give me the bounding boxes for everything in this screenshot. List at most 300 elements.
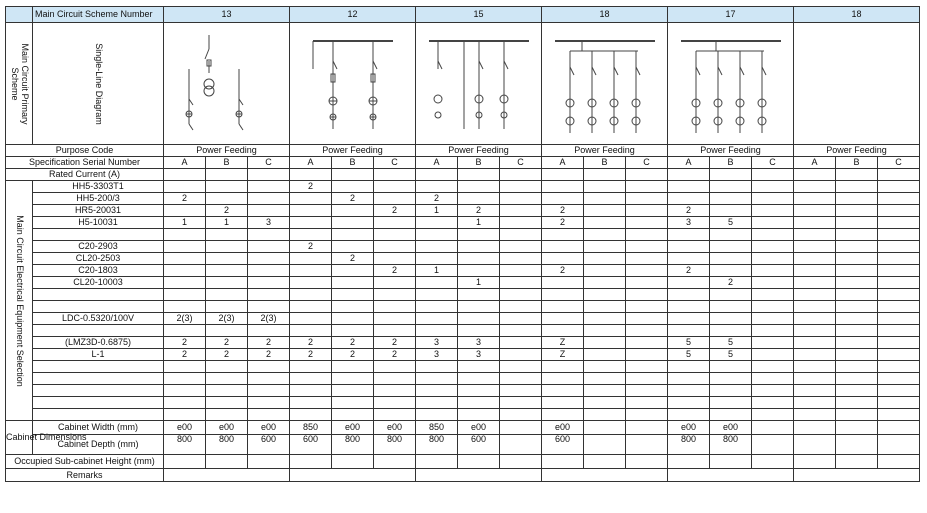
equipment-value bbox=[584, 409, 626, 421]
equipment-row bbox=[6, 265, 920, 277]
equipment-value: 2 bbox=[332, 349, 374, 361]
equipment-value bbox=[290, 397, 332, 409]
equipment-value bbox=[332, 181, 374, 193]
equipment-value bbox=[332, 241, 374, 253]
equipment-value bbox=[836, 205, 878, 217]
equipment-value bbox=[668, 277, 710, 289]
equipment-value: 1 bbox=[164, 217, 206, 229]
equipment-value: 2 bbox=[542, 265, 584, 277]
equipment-value: 5 bbox=[668, 337, 710, 349]
equipment-value bbox=[794, 373, 836, 385]
scheme-number: 17 bbox=[668, 7, 794, 23]
equipment-value bbox=[836, 385, 878, 397]
spec-letter: C bbox=[248, 157, 290, 169]
equipment-name bbox=[33, 397, 164, 409]
equipment-section-label: Main Circuit Electrical Equipment Selection bbox=[14, 214, 25, 387]
occupied-height-value bbox=[290, 455, 332, 469]
equipment-value bbox=[584, 253, 626, 265]
equipment-value bbox=[878, 313, 920, 325]
equipment-value bbox=[752, 301, 794, 313]
equipment-value bbox=[332, 265, 374, 277]
equipment-value bbox=[332, 385, 374, 397]
equipment-value bbox=[626, 181, 668, 193]
equipment-value bbox=[500, 325, 542, 337]
equipment-value bbox=[794, 265, 836, 277]
spec-letter: A bbox=[290, 157, 332, 169]
single-line-diagram-17 bbox=[676, 29, 786, 139]
equipment-value bbox=[500, 337, 542, 349]
purpose-value: Power Feeding bbox=[794, 145, 920, 157]
remarks-value bbox=[794, 469, 920, 482]
equipment-value bbox=[458, 373, 500, 385]
spec-letter: C bbox=[374, 157, 416, 169]
equipment-value: 2 bbox=[290, 241, 332, 253]
spec-letter: B bbox=[206, 157, 248, 169]
equipment-value bbox=[794, 301, 836, 313]
equipment-value bbox=[374, 229, 416, 241]
equipment-value bbox=[668, 385, 710, 397]
equipment-value bbox=[374, 409, 416, 421]
equipment-value bbox=[164, 397, 206, 409]
scheme-number: 15 bbox=[416, 7, 542, 23]
equipment-value bbox=[206, 301, 248, 313]
equipment-value bbox=[752, 325, 794, 337]
remarks-value bbox=[542, 469, 668, 482]
equipment-value bbox=[836, 241, 878, 253]
equipment-value bbox=[416, 313, 458, 325]
equipment-value bbox=[164, 301, 206, 313]
equipment-row bbox=[6, 217, 920, 229]
equipment-value bbox=[458, 229, 500, 241]
equipment-value bbox=[794, 277, 836, 289]
equipment-value bbox=[542, 253, 584, 265]
diagram-cell-12 bbox=[290, 23, 416, 145]
equipment-row bbox=[6, 205, 920, 217]
equipment-value bbox=[332, 277, 374, 289]
equipment-value bbox=[290, 361, 332, 373]
cabinet-depth-value: 800 bbox=[710, 435, 752, 455]
equipment-value bbox=[752, 181, 794, 193]
equipment-value bbox=[584, 361, 626, 373]
equipment-value bbox=[710, 397, 752, 409]
equipment-value: 2(3) bbox=[164, 313, 206, 325]
occupied-height-value bbox=[500, 455, 542, 469]
equipment-row bbox=[6, 361, 920, 373]
cabinet-depth-value bbox=[752, 435, 794, 455]
diagram-cell-17 bbox=[668, 23, 794, 145]
equipment-value bbox=[794, 361, 836, 373]
equipment-value: 3 bbox=[416, 337, 458, 349]
cabinet-width-row bbox=[6, 421, 920, 435]
equipment-value bbox=[248, 361, 290, 373]
equipment-value bbox=[374, 385, 416, 397]
equipment-value bbox=[752, 385, 794, 397]
equipment-value bbox=[458, 193, 500, 205]
equipment-value bbox=[290, 265, 332, 277]
equipment-row bbox=[6, 313, 920, 325]
equipment-value: 2 bbox=[374, 205, 416, 217]
primary-scheme-cell bbox=[6, 23, 33, 145]
equipment-value bbox=[542, 301, 584, 313]
cabinet-depth-value: 800 bbox=[332, 435, 374, 455]
equipment-value bbox=[626, 325, 668, 337]
cabinet-width-value bbox=[794, 421, 836, 435]
equipment-value bbox=[752, 409, 794, 421]
equipment-row bbox=[6, 253, 920, 265]
equipment-value bbox=[542, 313, 584, 325]
equipment-value bbox=[836, 409, 878, 421]
equipment-value bbox=[668, 301, 710, 313]
equipment-name: LDC-0.5320/100V bbox=[33, 313, 164, 325]
equipment-value bbox=[164, 181, 206, 193]
equipment-value bbox=[374, 289, 416, 301]
spec-letter: C bbox=[626, 157, 668, 169]
equipment-value bbox=[416, 181, 458, 193]
equipment-value bbox=[626, 373, 668, 385]
equipment-value bbox=[584, 181, 626, 193]
scheme-number: 18 bbox=[794, 7, 920, 23]
spec-letter: B bbox=[458, 157, 500, 169]
equipment-value bbox=[290, 301, 332, 313]
equipment-value bbox=[500, 409, 542, 421]
equipment-value bbox=[584, 385, 626, 397]
equipment-value bbox=[794, 193, 836, 205]
equipment-value bbox=[710, 373, 752, 385]
equipment-value bbox=[416, 373, 458, 385]
equipment-value bbox=[752, 265, 794, 277]
equipment-value bbox=[878, 397, 920, 409]
equipment-name: C20-1803 bbox=[33, 265, 164, 277]
equipment-value bbox=[458, 397, 500, 409]
equipment-row bbox=[6, 373, 920, 385]
occupied-height-value bbox=[458, 455, 500, 469]
cabinet-width-value: e00 bbox=[668, 421, 710, 435]
equipment-value bbox=[332, 313, 374, 325]
equipment-value bbox=[416, 361, 458, 373]
equipment-value bbox=[374, 373, 416, 385]
equipment-value bbox=[878, 409, 920, 421]
equipment-value bbox=[710, 253, 752, 265]
equipment-value bbox=[542, 361, 584, 373]
equipment-value: 3 bbox=[458, 337, 500, 349]
equipment-row bbox=[6, 193, 920, 205]
diagram-cell-13 bbox=[164, 23, 290, 145]
equipment-value bbox=[458, 265, 500, 277]
equipment-value bbox=[374, 313, 416, 325]
equipment-value bbox=[248, 289, 290, 301]
equipment-value bbox=[710, 409, 752, 421]
cabinet-width-value bbox=[626, 421, 668, 435]
equipment-value bbox=[248, 325, 290, 337]
equipment-value bbox=[794, 229, 836, 241]
equipment-row bbox=[6, 289, 920, 301]
equipment-value bbox=[332, 301, 374, 313]
occupied-height-value bbox=[164, 455, 206, 469]
equipment-value bbox=[584, 193, 626, 205]
equipment-value bbox=[878, 193, 920, 205]
equipment-value bbox=[626, 337, 668, 349]
equipment-value bbox=[668, 325, 710, 337]
equipment-value bbox=[290, 253, 332, 265]
purpose-code-row bbox=[6, 145, 920, 157]
equipment-value bbox=[332, 217, 374, 229]
equipment-value: 2 bbox=[542, 217, 584, 229]
equipment-value bbox=[290, 277, 332, 289]
equipment-value bbox=[500, 349, 542, 361]
equipment-value bbox=[500, 193, 542, 205]
equipment-value bbox=[584, 277, 626, 289]
equipment-name bbox=[33, 325, 164, 337]
equipment-value bbox=[374, 217, 416, 229]
equipment-value bbox=[416, 229, 458, 241]
equipment-value: 2 bbox=[164, 337, 206, 349]
purpose-value: Power Feeding bbox=[164, 145, 290, 157]
equipment-value bbox=[500, 265, 542, 277]
cabinet-depth-value: 600 bbox=[542, 435, 584, 455]
equipment-value: 2 bbox=[290, 337, 332, 349]
equipment-value bbox=[752, 205, 794, 217]
equipment-value bbox=[500, 241, 542, 253]
rated-current-label: Rated Current (A) bbox=[6, 169, 164, 181]
equipment-value bbox=[164, 265, 206, 277]
spec-letter: A bbox=[794, 157, 836, 169]
equipment-value bbox=[626, 253, 668, 265]
equipment-value bbox=[626, 217, 668, 229]
equipment-value bbox=[290, 205, 332, 217]
main-circuit-scheme-table bbox=[5, 6, 920, 482]
equipment-value bbox=[290, 217, 332, 229]
equipment-value bbox=[458, 361, 500, 373]
equipment-value bbox=[752, 349, 794, 361]
equipment-value bbox=[584, 313, 626, 325]
equipment-value: 2 bbox=[164, 193, 206, 205]
occupied-height-value bbox=[416, 455, 458, 469]
equipment-value bbox=[500, 313, 542, 325]
equipment-value: Z bbox=[542, 337, 584, 349]
equipment-value bbox=[416, 325, 458, 337]
equipment-name: HH5-3303T1 bbox=[33, 181, 164, 193]
equipment-name bbox=[33, 409, 164, 421]
spec-letter: C bbox=[752, 157, 794, 169]
equipment-value bbox=[878, 385, 920, 397]
equipment-value bbox=[374, 193, 416, 205]
equipment-value bbox=[626, 409, 668, 421]
equipment-value bbox=[500, 277, 542, 289]
equipment-value bbox=[500, 397, 542, 409]
equipment-value bbox=[794, 397, 836, 409]
equipment-row bbox=[6, 397, 920, 409]
equipment-value bbox=[584, 289, 626, 301]
single-line-diagram-row bbox=[6, 23, 920, 145]
equipment-value bbox=[290, 313, 332, 325]
equipment-value bbox=[794, 349, 836, 361]
equipment-value bbox=[206, 241, 248, 253]
equipment-value: 2 bbox=[542, 205, 584, 217]
equipment-value bbox=[458, 409, 500, 421]
equipment-value bbox=[290, 289, 332, 301]
equipment-value bbox=[836, 397, 878, 409]
equipment-value bbox=[710, 385, 752, 397]
equipment-value bbox=[794, 289, 836, 301]
single-line-diagram-18 bbox=[550, 29, 660, 139]
equipment-value bbox=[290, 373, 332, 385]
purpose-value: Power Feeding bbox=[668, 145, 794, 157]
equipment-value bbox=[626, 241, 668, 253]
equipment-value bbox=[584, 325, 626, 337]
equipment-value bbox=[500, 205, 542, 217]
equipment-value: 5 bbox=[710, 217, 752, 229]
equipment-value bbox=[794, 217, 836, 229]
equipment-value bbox=[584, 301, 626, 313]
equipment-value bbox=[500, 373, 542, 385]
occupied-height-value bbox=[836, 455, 878, 469]
equipment-value bbox=[710, 193, 752, 205]
equipment-value bbox=[206, 361, 248, 373]
equipment-value bbox=[710, 301, 752, 313]
equipment-value bbox=[332, 205, 374, 217]
equipment-name: HH5-200/3 bbox=[33, 193, 164, 205]
equipment-name: HR5-20031 bbox=[33, 205, 164, 217]
equipment-value bbox=[794, 253, 836, 265]
equipment-value bbox=[878, 289, 920, 301]
equipment-value bbox=[626, 313, 668, 325]
occupied-height-value bbox=[248, 455, 290, 469]
cabinet-width-value bbox=[584, 421, 626, 435]
equipment-value bbox=[248, 277, 290, 289]
equipment-value bbox=[248, 301, 290, 313]
cabinet-depth-value: 800 bbox=[668, 435, 710, 455]
equipment-value bbox=[248, 181, 290, 193]
cabinet-width-value: e00 bbox=[332, 421, 374, 435]
equipment-value bbox=[500, 181, 542, 193]
equipment-value bbox=[332, 373, 374, 385]
cabinet-width-value: e00 bbox=[710, 421, 752, 435]
equipment-name bbox=[33, 301, 164, 313]
equipment-value bbox=[416, 409, 458, 421]
equipment-value bbox=[626, 289, 668, 301]
equipment-value bbox=[164, 277, 206, 289]
equipment-value bbox=[668, 313, 710, 325]
equipment-value bbox=[584, 337, 626, 349]
equipment-value bbox=[710, 313, 752, 325]
equipment-value bbox=[542, 373, 584, 385]
equipment-value bbox=[836, 229, 878, 241]
diagram-cell-18 bbox=[542, 23, 668, 145]
equipment-value bbox=[710, 265, 752, 277]
scheme-table-sheet bbox=[5, 6, 918, 506]
equipment-row bbox=[6, 349, 920, 361]
equipment-value: 2(3) bbox=[248, 313, 290, 325]
purpose-value: Power Feeding bbox=[416, 145, 542, 157]
equipment-value bbox=[836, 277, 878, 289]
cabinet-width-value: e00 bbox=[164, 421, 206, 435]
cabinet-width-label: Cabinet Width (mm) bbox=[33, 421, 164, 435]
equipment-value bbox=[458, 241, 500, 253]
equipment-value bbox=[626, 397, 668, 409]
equipment-value bbox=[752, 289, 794, 301]
spec-letter: B bbox=[332, 157, 374, 169]
equipment-value: 3 bbox=[458, 349, 500, 361]
equipment-value bbox=[542, 385, 584, 397]
equipment-value bbox=[542, 181, 584, 193]
equipment-value bbox=[164, 325, 206, 337]
equipment-value bbox=[500, 361, 542, 373]
diagram-cell-empty bbox=[794, 23, 920, 145]
occupied-height-value bbox=[584, 455, 626, 469]
scheme-number: 13 bbox=[164, 7, 290, 23]
cabinet-dimensions-label: Cabinet Dimensions bbox=[6, 421, 33, 455]
equipment-value bbox=[710, 205, 752, 217]
equipment-value bbox=[164, 253, 206, 265]
equipment-value bbox=[374, 277, 416, 289]
equipment-value bbox=[878, 325, 920, 337]
equipment-value bbox=[878, 337, 920, 349]
equipment-value: 1 bbox=[458, 277, 500, 289]
equipment-value bbox=[794, 385, 836, 397]
equipment-value bbox=[416, 289, 458, 301]
equipment-value bbox=[164, 373, 206, 385]
equipment-value bbox=[710, 325, 752, 337]
equipment-row bbox=[6, 301, 920, 313]
occupied-height-value bbox=[710, 455, 752, 469]
equipment-row bbox=[6, 277, 920, 289]
equipment-value bbox=[836, 313, 878, 325]
primary-scheme-label: Main Circuit Primary Scheme bbox=[10, 42, 30, 124]
equipment-value: 2 bbox=[416, 193, 458, 205]
remarks-label: Remarks bbox=[6, 469, 164, 482]
remarks-value bbox=[416, 469, 542, 482]
equipment-name: H5-10031 bbox=[33, 217, 164, 229]
equipment-value: 2 bbox=[164, 349, 206, 361]
remarks-value bbox=[164, 469, 290, 482]
equipment-value bbox=[206, 325, 248, 337]
equipment-value bbox=[836, 253, 878, 265]
equipment-value bbox=[626, 265, 668, 277]
equipment-value bbox=[542, 277, 584, 289]
equipment-value bbox=[836, 265, 878, 277]
equipment-value: 1 bbox=[458, 217, 500, 229]
equipment-value bbox=[878, 181, 920, 193]
equipment-value bbox=[836, 325, 878, 337]
equipment-value bbox=[248, 373, 290, 385]
cabinet-depth-value bbox=[500, 435, 542, 455]
equipment-name bbox=[33, 385, 164, 397]
equipment-value bbox=[626, 385, 668, 397]
equipment-value bbox=[374, 241, 416, 253]
equipment-value bbox=[584, 373, 626, 385]
cabinet-width-value: e00 bbox=[458, 421, 500, 435]
scheme-number-row bbox=[6, 7, 920, 23]
equipment-value bbox=[290, 325, 332, 337]
equipment-value bbox=[626, 205, 668, 217]
equipment-value bbox=[710, 241, 752, 253]
remarks-value bbox=[290, 469, 416, 482]
spec-letter: C bbox=[500, 157, 542, 169]
occupied-height-value bbox=[752, 455, 794, 469]
equipment-name bbox=[33, 229, 164, 241]
cabinet-depth-row bbox=[6, 435, 920, 455]
equipment-value bbox=[206, 265, 248, 277]
equipment-value bbox=[500, 229, 542, 241]
equipment-value: 2 bbox=[668, 265, 710, 277]
equipment-value bbox=[248, 193, 290, 205]
equipment-value bbox=[332, 229, 374, 241]
equipment-value: 2 bbox=[290, 349, 332, 361]
purpose-value: Power Feeding bbox=[290, 145, 416, 157]
equipment-value bbox=[668, 409, 710, 421]
spec-letter: A bbox=[668, 157, 710, 169]
equipment-value: 2(3) bbox=[206, 313, 248, 325]
